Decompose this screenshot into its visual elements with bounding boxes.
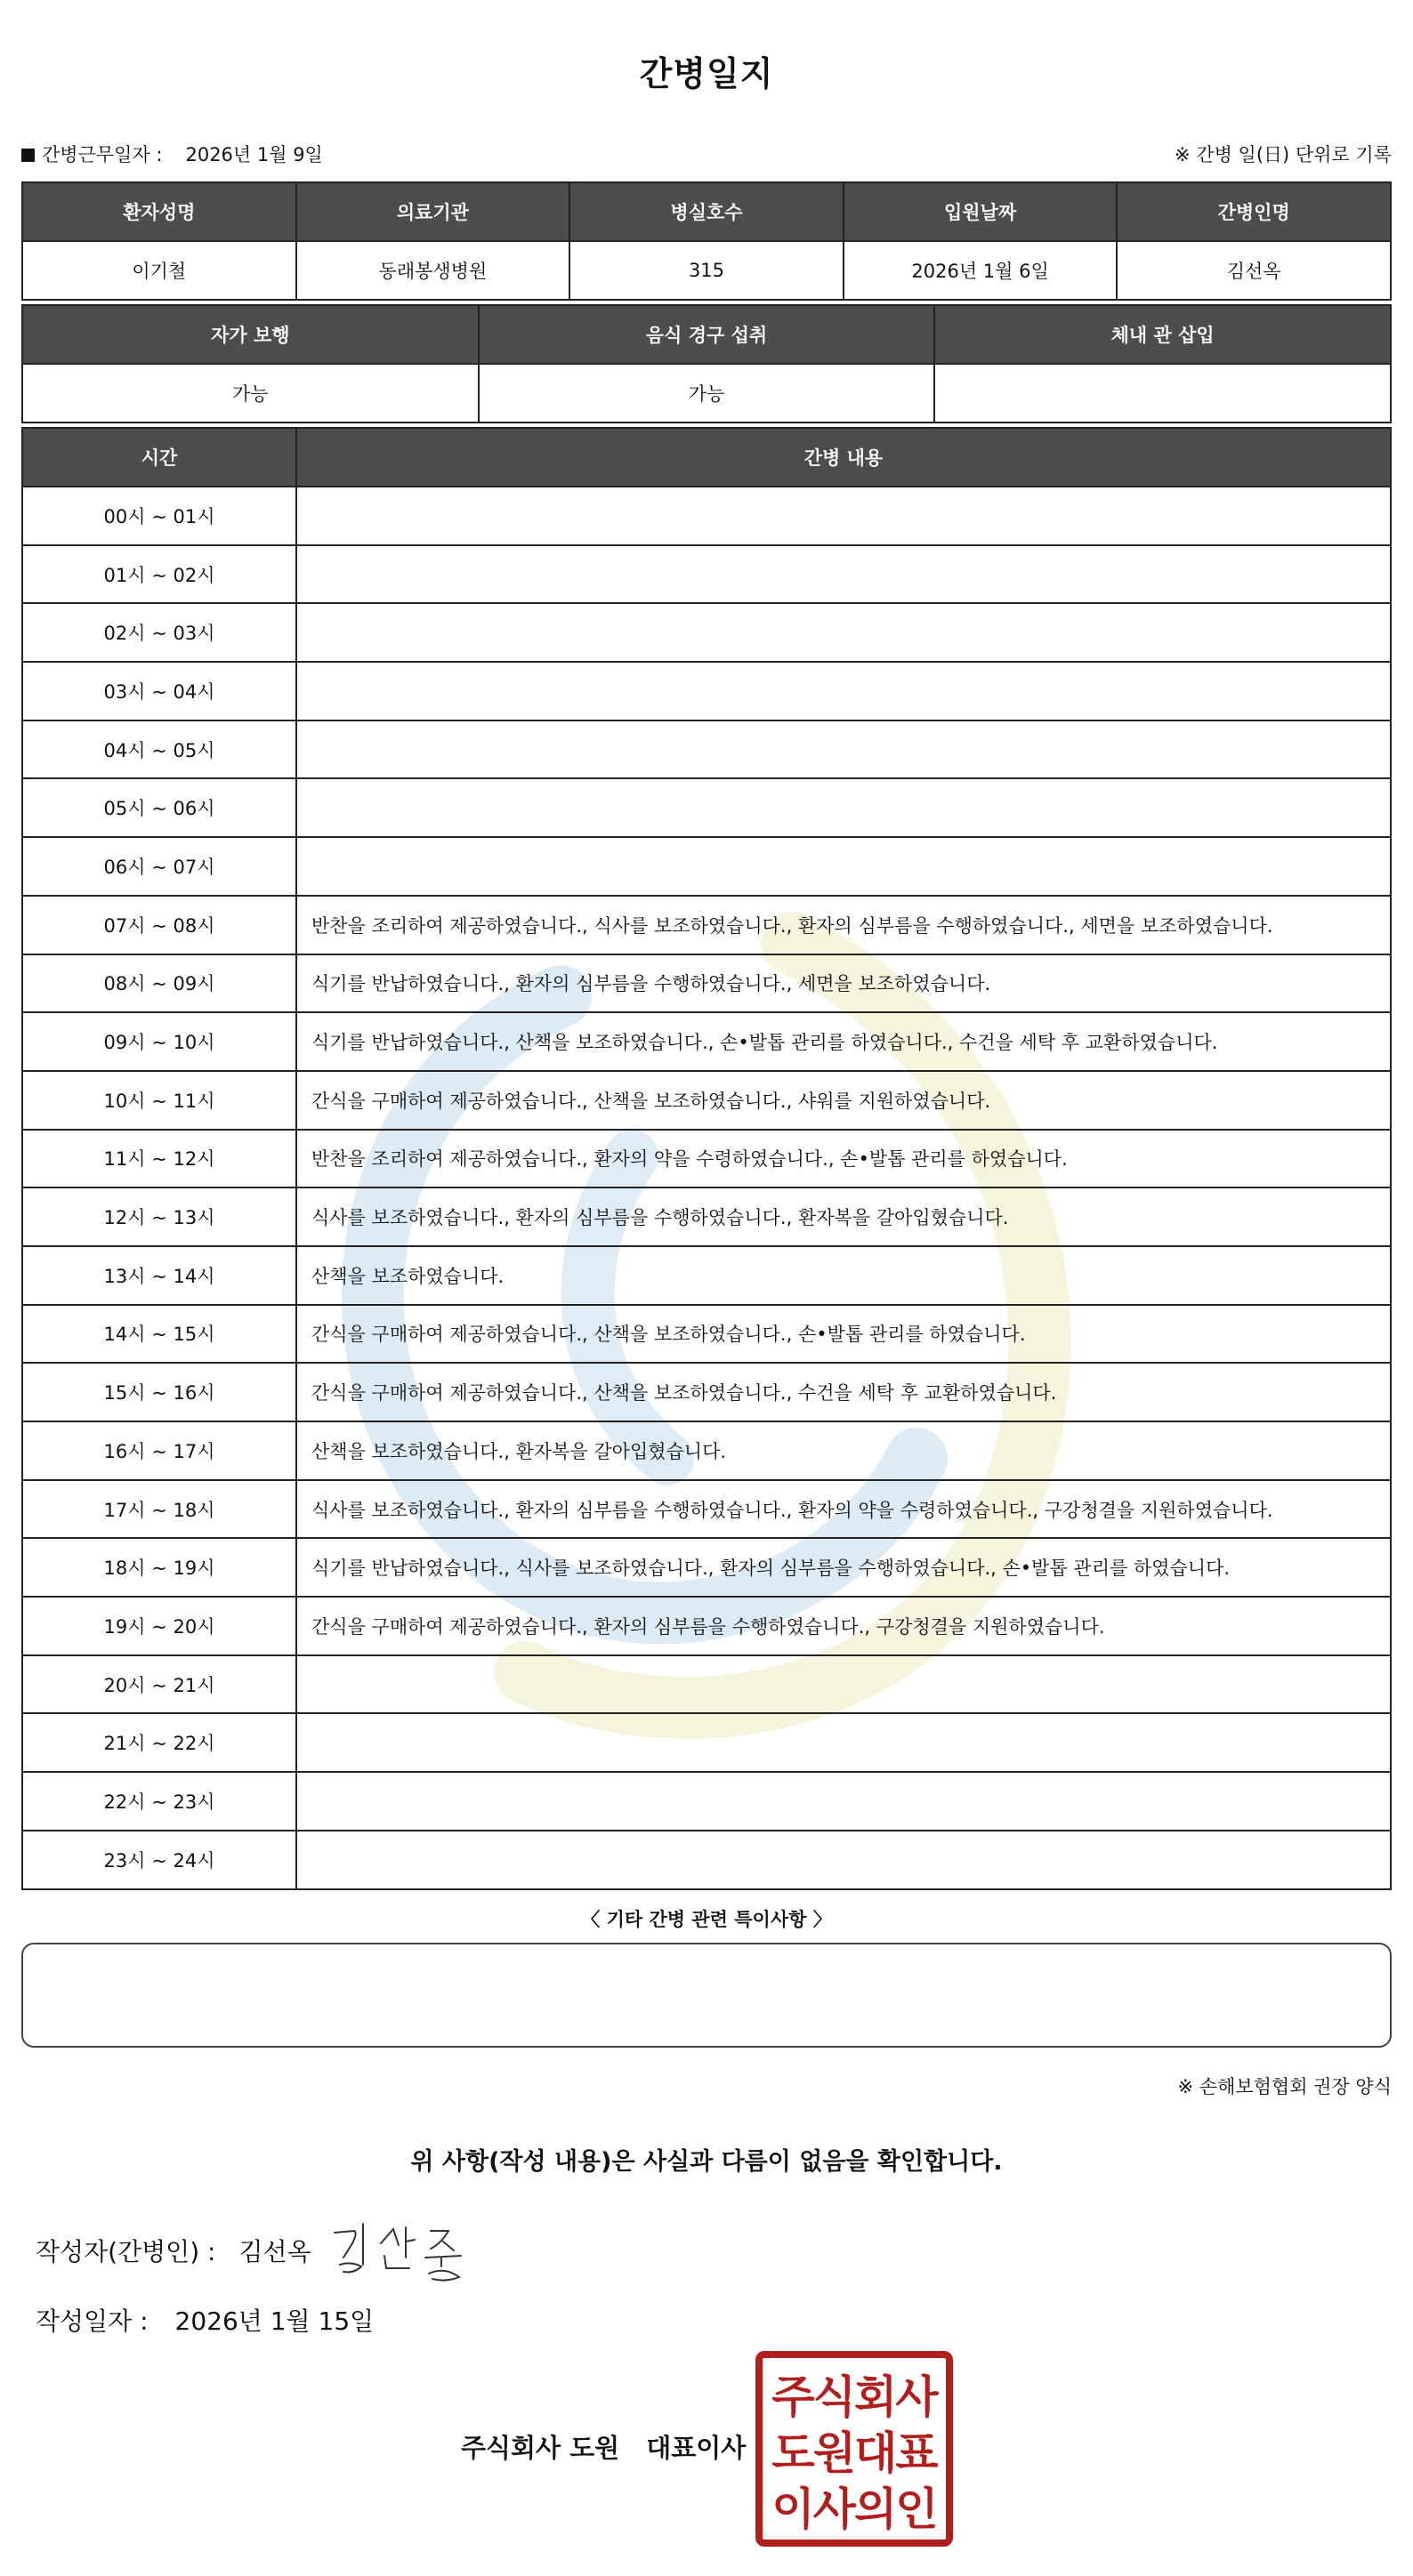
care-log-row <box>22 1597 1391 1655</box>
confirmation-statement: 위 사항(작성 내용)은 사실과 다름이 없음을 확인합니다. <box>410 2148 1003 2176</box>
seal-line-3: 이사의인 <box>771 2483 937 2535</box>
care-content-cell: 식기를 반납하였습니다., 식사를 보조하였습니다., 환자의 심부름을 수행하였습니다., 손•발톱 관리를 하였습니다. <box>296 1538 1391 1597</box>
care-log-row <box>22 1713 1391 1772</box>
care-log-row <box>22 837 1391 896</box>
tube-insertion-value <box>934 364 1391 423</box>
care-time-cell: 08시 ~ 09시 <box>22 954 296 1013</box>
ceo-label: 대표이사 <box>646 2433 747 2463</box>
header-caregiver-name: 간병인명 <box>1117 182 1391 241</box>
patient-status-table <box>21 304 1392 423</box>
care-log-row <box>22 603 1391 662</box>
care-time-cell: 11시 ~ 12시 <box>22 1130 296 1188</box>
hospital-name: 동래봉생병원 <box>296 241 570 300</box>
form-note: ※ 손해보험협회 권장 양식 <box>1177 2076 1392 2097</box>
care-log-row <box>22 1187 1391 1246</box>
written-date-value: 2026년 1월 15일 <box>174 2306 375 2336</box>
self-walking-value: 가능 <box>22 364 479 423</box>
care-time-cell: 17시 ~ 18시 <box>22 1480 296 1539</box>
care-log-row <box>22 720 1391 779</box>
care-content-cell <box>296 545 1391 604</box>
care-time-cell: 16시 ~ 17시 <box>22 1421 296 1480</box>
care-content-cell <box>296 603 1391 662</box>
writer-row <box>36 2233 311 2268</box>
patient-status-header-row <box>22 305 1391 364</box>
care-time-cell: 02시 ~ 03시 <box>22 603 296 662</box>
care-log-row <box>22 1071 1391 1130</box>
care-log-row <box>22 1246 1391 1305</box>
care-time-cell: 23시 ~ 24시 <box>22 1831 296 1889</box>
care-log-header-row <box>22 428 1391 487</box>
care-time-cell: 13시 ~ 14시 <box>22 1246 296 1305</box>
care-log-row <box>22 545 1391 604</box>
meta-row <box>21 141 1392 167</box>
care-content-cell <box>296 778 1391 837</box>
care-time-cell: 20시 ~ 21시 <box>22 1655 296 1714</box>
care-content-cell <box>296 1655 1391 1714</box>
care-time-cell: 05시 ~ 06시 <box>22 778 296 837</box>
work-date-value: 2026년 1월 9일 <box>185 144 323 165</box>
room-number: 315 <box>569 241 844 300</box>
patient-name: 이기철 <box>22 241 296 300</box>
care-log-row <box>22 487 1391 545</box>
care-content-cell <box>296 662 1391 720</box>
care-content-cell <box>296 487 1391 545</box>
header-hospital: 의료기관 <box>296 182 570 241</box>
care-time-cell: 10시 ~ 11시 <box>22 1071 296 1130</box>
care-time-cell: 14시 ~ 15시 <box>22 1305 296 1364</box>
care-time-cell: 03시 ~ 04시 <box>22 662 296 720</box>
care-content-cell: 식기를 반납하였습니다., 산책을 보조하였습니다., 손•발톱 관리를 하였습니다., 수건을 세탁 후 교환하였습니다. <box>296 1012 1391 1071</box>
care-log-row <box>22 1305 1391 1364</box>
care-log-row <box>22 1012 1391 1071</box>
company-seal-stamp <box>755 2350 954 2548</box>
care-log-row <box>22 1655 1391 1714</box>
written-date-row <box>36 2302 374 2338</box>
care-content-cell: 간식을 구매하여 제공하였습니다., 산책을 보조하였습니다., 손•발톱 관리를 하였습니다. <box>296 1305 1391 1364</box>
square-bullet-icon <box>21 149 35 162</box>
care-content-cell <box>296 837 1391 896</box>
care-time-cell: 19시 ~ 20시 <box>22 1597 296 1655</box>
care-time-cell: 12시 ~ 13시 <box>22 1187 296 1246</box>
header-care-content: 간병 내용 <box>296 428 1391 487</box>
oral-intake-value: 가능 <box>479 364 935 423</box>
care-log-row <box>22 954 1391 1013</box>
care-content-cell: 간식을 구매하여 제공하였습니다., 환자의 심부름을 수행하였습니다., 구강청결을 지원하였습니다. <box>296 1597 1391 1655</box>
care-content-cell: 식사를 보조하였습니다., 환자의 심부름을 수행하였습니다., 환자의 약을 수령하였습니다., 구강청결을 지원하였습니다. <box>296 1480 1391 1539</box>
care-content-cell: 산책을 보조하였습니다. <box>296 1246 1391 1305</box>
admission-date: 2026년 1월 6일 <box>844 241 1118 300</box>
care-time-cell: 04시 ~ 05시 <box>22 720 296 779</box>
header-admission-date: 입원날짜 <box>844 182 1118 241</box>
care-content-cell: 간식을 구매하여 제공하였습니다., 산책을 보조하였습니다., 샤워를 지원하였습니다. <box>296 1071 1391 1130</box>
care-content-cell <box>296 720 1391 779</box>
care-time-cell: 00시 ~ 01시 <box>22 487 296 545</box>
care-time-cell: 18시 ~ 19시 <box>22 1538 296 1597</box>
care-time-cell: 06시 ~ 07시 <box>22 837 296 896</box>
seal-line-1: 주식회사 <box>771 2371 937 2423</box>
care-time-cell: 21시 ~ 22시 <box>22 1713 296 1772</box>
care-log-row <box>22 896 1391 954</box>
header-patient-name: 환자성명 <box>22 182 296 241</box>
care-log-body <box>22 487 1391 1889</box>
header-room-number: 병실호수 <box>569 182 844 241</box>
care-log-row <box>22 1538 1391 1597</box>
care-log-row <box>22 1421 1391 1480</box>
patient-status-value-row <box>22 364 1391 423</box>
care-content-cell: 간식을 구매하여 제공하였습니다., 산책을 보조하였습니다., 수건을 세탁 후 교환하였습니다. <box>296 1363 1391 1421</box>
page-title: 간병일지 <box>639 54 774 93</box>
care-time-cell: 07시 ~ 08시 <box>22 896 296 954</box>
care-content-cell <box>296 1831 1391 1889</box>
header-time: 시간 <box>22 428 296 487</box>
care-content-cell <box>296 1713 1391 1772</box>
care-log-row <box>22 1831 1391 1889</box>
care-log-row <box>22 662 1391 720</box>
care-content-cell: 반찬을 조리하여 제공하였습니다., 식사를 보조하였습니다., 환자의 심부름을 수행하였습니다., 세면을 보조하였습니다. <box>296 896 1391 954</box>
care-log-row <box>22 1772 1391 1831</box>
care-content-cell: 산책을 보조하였습니다., 환자복을 갈아입혔습니다. <box>296 1421 1391 1480</box>
handwritten-signature <box>327 2213 479 2284</box>
special-notes-box[interactable] <box>21 1943 1392 2048</box>
care-time-cell: 09시 ~ 10시 <box>22 1012 296 1071</box>
care-log-row <box>22 1130 1391 1188</box>
special-notes-title: 〈 기타 간병 관련 특이사항 〉 <box>581 1909 832 1930</box>
care-time-cell: 22시 ~ 23시 <box>22 1772 296 1831</box>
care-log-row <box>22 1480 1391 1539</box>
caregiver-name: 김선옥 <box>1117 241 1391 300</box>
work-date <box>21 141 323 167</box>
company-signoff <box>461 2428 746 2465</box>
patient-info-header-row <box>22 182 1391 241</box>
care-log-row <box>22 778 1391 837</box>
work-date-label: 간병근무일자 : <box>42 144 163 165</box>
care-time-cell: 01시 ~ 02시 <box>22 545 296 604</box>
seal-line-2: 도원대표 <box>771 2427 937 2479</box>
header-tube-insertion: 체내 관 삽입 <box>934 305 1391 364</box>
care-time-cell: 15시 ~ 16시 <box>22 1363 296 1421</box>
care-log-table <box>21 427 1392 1890</box>
header-oral-intake: 음식 경구 섭취 <box>479 305 935 364</box>
care-content-cell: 반찬을 조리하여 제공하였습니다., 환자의 약을 수령하였습니다., 손•발톱 관리를 하였습니다. <box>296 1130 1391 1188</box>
care-log-row <box>22 1363 1391 1421</box>
header-self-walking: 자가 보행 <box>22 305 479 364</box>
unit-note: ※ 간병 일(日) 단위로 기록 <box>1175 144 1392 165</box>
company-name: 주식회사 도원 <box>461 2433 620 2463</box>
care-content-cell: 식기를 반납하였습니다., 환자의 심부름을 수행하였습니다., 세면을 보조하였습니다. <box>296 954 1391 1013</box>
writer-label: 작성자(간병인) : <box>36 2237 216 2266</box>
care-content-cell <box>296 1772 1391 1831</box>
patient-info-table <box>21 181 1392 301</box>
written-date-label: 작성일자 : <box>36 2306 149 2336</box>
writer-name: 김선옥 <box>238 2237 311 2266</box>
care-content-cell: 식사를 보조하였습니다., 환자의 심부름을 수행하였습니다., 환자복을 갈아입혔습니다. <box>296 1187 1391 1246</box>
patient-info-value-row <box>22 241 1391 300</box>
